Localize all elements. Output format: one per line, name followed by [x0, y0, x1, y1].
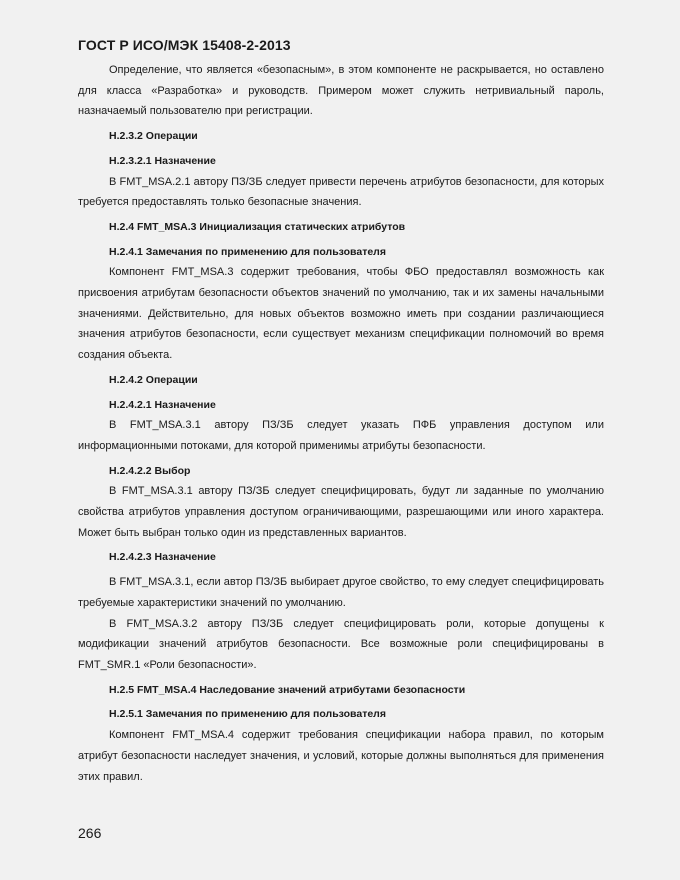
paragraph: Компонент FMT_MSA.4 содержит требования спецификации набора правил, по которым атрибут безопасности наследует значения, и условий, которые должны выполняться для применения этих правил.: [78, 729, 604, 783]
page-number: 266: [78, 825, 102, 841]
section-heading: H.2.4.2.1 Назначение: [109, 398, 216, 411]
section-heading: H.2.4.2 Операции: [109, 373, 198, 386]
document-body: [78, 60, 604, 787]
section-heading: H.2.4.2.3 Назначение: [109, 551, 216, 564]
section-heading: H.2.3.2.1 Назначение: [109, 154, 216, 167]
paragraph: Компонент FMT_MSA.3 содержит требования, чтобы ФБО предоставлял возможность как присвоения атрибутам безопасности объектов значений по умолчанию, так и их замены начальными значениями. Действительно, для новых объектов возможно иметь при создании различающиеся значения атрибутов безопасности, если существует механизм спецификации полномочий во время создания объекта.: [78, 266, 604, 362]
section-heading: H.2.4.1 Замечания по применению для пользователя: [109, 245, 386, 258]
paragraph: В FMT_MSA.3.2 автору ПЗ/ЗБ следует специфицировать роли, которые допущены к модификации значений атрибутов безопасности. Все возможные роли специфицированы в FMT_SMR.1 «Роли безопасности».: [78, 617, 604, 671]
paragraph: В FMT_MSA.3.1 автору ПЗ/ЗБ следует специфицировать, будут ли заданные по умолчанию свойства атрибутов управления доступом ограничивающими, разрешающими или иного характера. Может быть выбран только один из представленных вариантов.: [78, 485, 604, 539]
paragraph: В FMT_MSA.2.1 автору ПЗ/ЗБ следует привести перечень атрибутов безопасности, для которых требуется предоставлять только безопасные значения.: [78, 175, 604, 209]
section-heading: H.2.4.2.2 Выбор: [109, 464, 191, 477]
paragraph: В FMT_MSA.3.1, если автор ПЗ/ЗБ выбирает другое свойство, то ему следует специфицировать требуемые характеристики значений по умолчанию.: [78, 576, 604, 609]
paragraph: Определение, что является «безопасным», в этом компоненте не раскрывается, но оставлено для класса «Разработка» и руководств. Примером может служить нетривиальный пароль, назначаемый пользователю при регистрации.: [78, 64, 604, 118]
page-header-title: ГОСТ Р ИСО/МЭК 15408-2-2013: [78, 37, 291, 53]
section-heading: H.2.4 FMT_MSA.3 Инициализация статических атрибутов: [109, 220, 406, 233]
section-heading: H.2.3.2 Операции: [109, 130, 198, 143]
paragraph: В FMT_MSA.3.1 автору ПЗ/ЗБ следует указать ПФБ управления доступом или информационными потоками, для которой применимы атрибуты безопасности.: [78, 419, 604, 452]
section-heading: H.2.5.1 Замечания по применению для пользователя: [109, 708, 386, 721]
section-heading: H.2.5 FMT_MSA.4 Наследование значений атрибутами безопасности: [109, 683, 466, 696]
